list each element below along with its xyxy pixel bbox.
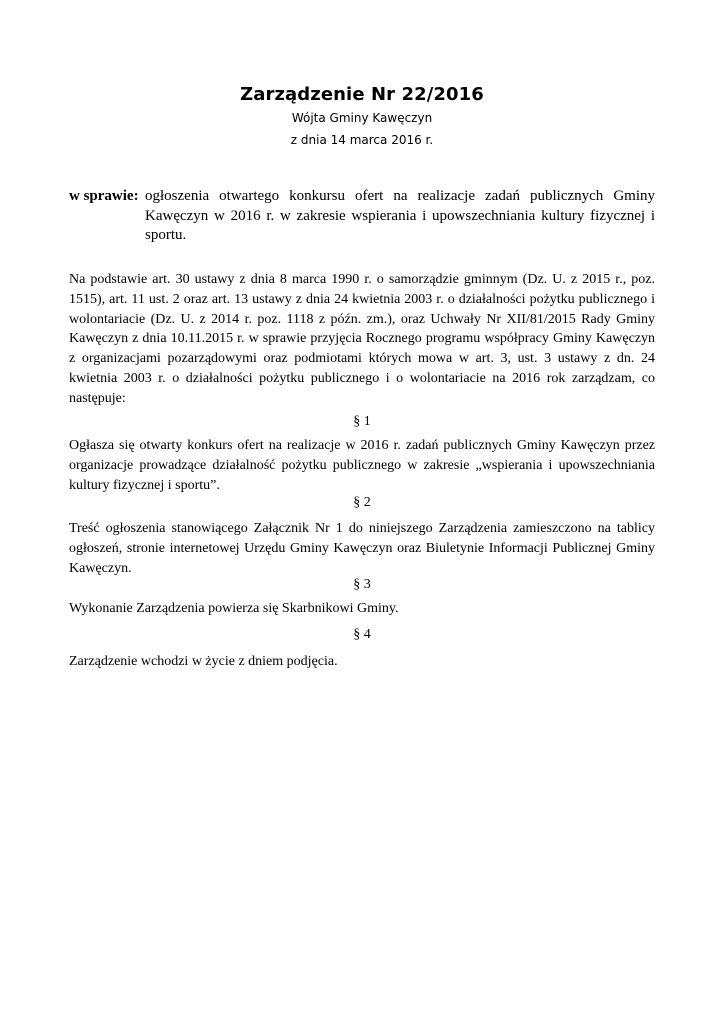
- section-text-1: Ogłasza się otwarty konkurs ofert na realizacje w 2016 r. zadań publicznych Gminy Kawęczyn przez organizacje prowadzące działalność pożytku publicznego w zakresie „wspierania i upowszechniania kultury fizycznej i sportu”.: [69, 438, 655, 493]
- section-mark-4: § 4: [353, 627, 371, 642]
- document-date: z dnia 14 marca 2016 r.: [290, 133, 434, 147]
- subject-label: w sprawie:: [69, 188, 139, 204]
- document-issuer: Wójta Gminy Kawęczyn: [291, 111, 433, 125]
- legal-basis-paragraph: Na podstawie art. 30 ustawy z dnia 8 marca 1990 r. o samorządzie gminnym (Dz. U. z 2015 r., poz. 1515), art. 11 ust. 2 oraz art. 13 ustawy z dnia 24 kwietnia 2003 r. o działalności pożytku publicznego i wolontariacie (Dz. U. z 2014 r. poz. 1118 z późn. zm.), oraz Uchwały Nr XII/81/2015 Rady Gminy Kawęczyn z dnia 10.11.2015 r. w sprawie przyjęcia Rocznego programu współpracy Gminy Kawęczyn z organizacjami pozarządowymi oraz podmiotami których mowa w art. 3, ust. 3 ustawy z dn. 24 kwietnia 2003 r. o działalności pożytku publicznego i o wolontariacie na 2016 rok zarządzam, co następuje:: [69, 272, 655, 406]
- section-mark-1: § 1: [353, 414, 371, 429]
- document-title: Zarządzenie Nr 22/2016: [240, 84, 484, 105]
- subject-text: ogłoszenia otwartego konkursu ofert na realizacje zadań publicznych Gminy Kawęczyn w 2016 r. w zakresie wspierania i upowszechniania kultury fizycznej i sportu.: [145, 188, 655, 243]
- section-text-2: Treść ogłoszenia stanowiącego Załącznik Nr 1 do niniejszego Zarządzenia zamieszczono na tablicy ogłoszeń, stronie internetowej Urzędu Gminy Kawęczyn oraz Biuletynie Informacji Publicznej Gminy Kawęczyn.: [69, 521, 655, 576]
- section-mark-3: § 3: [353, 577, 371, 592]
- subject-block: [69, 187, 655, 246]
- section-mark-2: § 2: [353, 495, 371, 510]
- section-text-3: Wykonanie Zarządzenia powierza się Skarbnikowi Gminy.: [69, 601, 399, 616]
- section-text-4: Zarządzenie wchodzi w życie z dniem podjęcia.: [69, 654, 338, 669]
